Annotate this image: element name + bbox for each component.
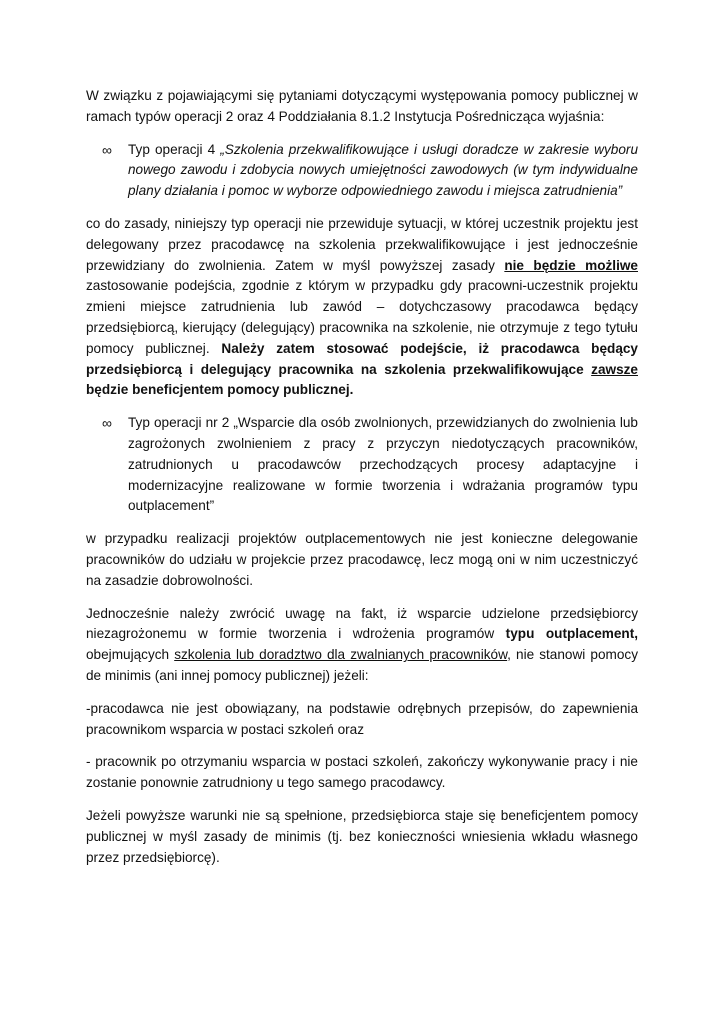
para5-text: - pracownik po otrzymaniu wsparcia w postaci szkoleń, zakończy wykonywanie pracy i nie zostanie ponownie zatrudniony u tego samego pracodawcy.	[86, 754, 638, 791]
para3-underlined-training: szkolenia lub doradztwo dla zwalnianych pracowników	[174, 647, 508, 663]
bullet2-text: Typ operacji nr 2 „Wsparcie dla osób zwolnionych, przewidzianych do zwolnienia lub zagrożonych zwolnieniem z pracy z przyczyn niedotyczących pracowników, zatrudnionych u pracodawców przechodzących procesy adaptacyjne i modernizacyjne realizowane w formie tworzenia i wdrażania programów typu outplacement”	[128, 415, 638, 514]
bullet-operation-type-2	[86, 413, 638, 517]
para3-bold-outplacement: typu outplacement,	[505, 626, 639, 642]
paragraph-de-minimis-conditions	[86, 604, 638, 687]
bullet1-prefix: Typ operacji 4	[128, 141, 221, 157]
bullet1-italic-title: „Szkolenia przekwalifikowujące i usługi doradcze w zakresie wyboru nowego zawodu i zdobycia nowych umiejętności zawodowych (w tym indywidualne plany działania i pomoc w wyborze odpowiedniego zawodu i miejsca zatrudnienia”	[128, 141, 639, 199]
paragraph-condition-employee	[86, 752, 638, 794]
para4-text: -pracodawca nie jest obowiązany, na podstawie odrębnych przepisów, do zapewnienia pracownikom wsparcia w postaci szkoleń oraz	[86, 700, 638, 737]
para2-text: w przypadku realizacji projektów outplacementowych nie jest konieczne delegowanie pracowników do udziału w projekcie przez pracodawcę, lecz mogą oni w nim uczestniczyć na zasadzie dobrowolności.	[86, 531, 638, 588]
paragraph-delegation	[86, 214, 638, 401]
infinity-bullet-icon: ∞	[102, 141, 112, 158]
paragraph-conclusion	[86, 806, 638, 868]
infinity-bullet-icon: ∞	[102, 415, 112, 432]
para1-text-3: zastosowanie podejścia, zgodnie z którym w przypadku gdy pracowni-uczestnik projektu zmieni miejsce zatrudnienia lub zawód – dotychczasowy pracodawca będący przedsiębiorcą, kierujący (delegujący) pracownika na szkolenie, nie otrzymuje z tego tytułu pomocy publicznej.	[86, 278, 638, 356]
paragraph-condition-employer	[86, 699, 638, 741]
para6-text: Jeżeli powyższe warunki nie są spełnione, przedsiębiorca staje się beneficjentem pomocy publicznej w myśl zasady de minimis (tj. bez konieczności wniesienia wkładu własnego przez przedsiębiorcę).	[86, 807, 638, 865]
paragraph-outplacement	[86, 529, 638, 591]
para1-text-1: co do zasady, niniejszy typ operacji nie przewiduje sytuacji, w której uczestnik projektu jest delegowany przez pracodawcę na szkolenia przekwalifikowujące i jest jednocześnie przewidziany do zwolnienia. Zatem w myśl powyższej zasady	[86, 215, 638, 273]
para3-text-5: , nie stanowi pomocy de minimis (ani innej pomocy publicznej) jeżeli:	[86, 647, 638, 683]
para3-text-1: Jednocześnie należy zwrócić uwagę na fakt, iż wsparcie udzielone przedsiębiorcy niezagrożonemu w formie tworzenia i wdrożenia programów	[86, 605, 638, 642]
document-body	[86, 86, 638, 880]
para1-bold-end: będzie beneficjentem pomocy publicznej.	[86, 382, 354, 398]
para1-bold-rule: Należy zatem stosować podejście, iż pracodawca będący przedsiębiorcą i delegujący pracownika na szkolenia przekwalifikowujące	[86, 340, 638, 377]
intro-paragraph	[86, 86, 638, 128]
bullet-operation-type-4	[86, 140, 638, 202]
intro-text: W związku z pojawiającymi się pytaniami dotyczącymi występowania pomocy publicznej w ramach typów operacji 2 oraz 4 Poddziałania 8.1.2 Instytucja Pośrednicząca wyjaśnia:	[86, 88, 638, 124]
para1-emphasis-always: zawsze	[591, 361, 638, 377]
para1-emphasis-not-possible: nie będzie możliwe	[504, 257, 638, 273]
para3-text-3: obejmujących	[86, 647, 175, 663]
